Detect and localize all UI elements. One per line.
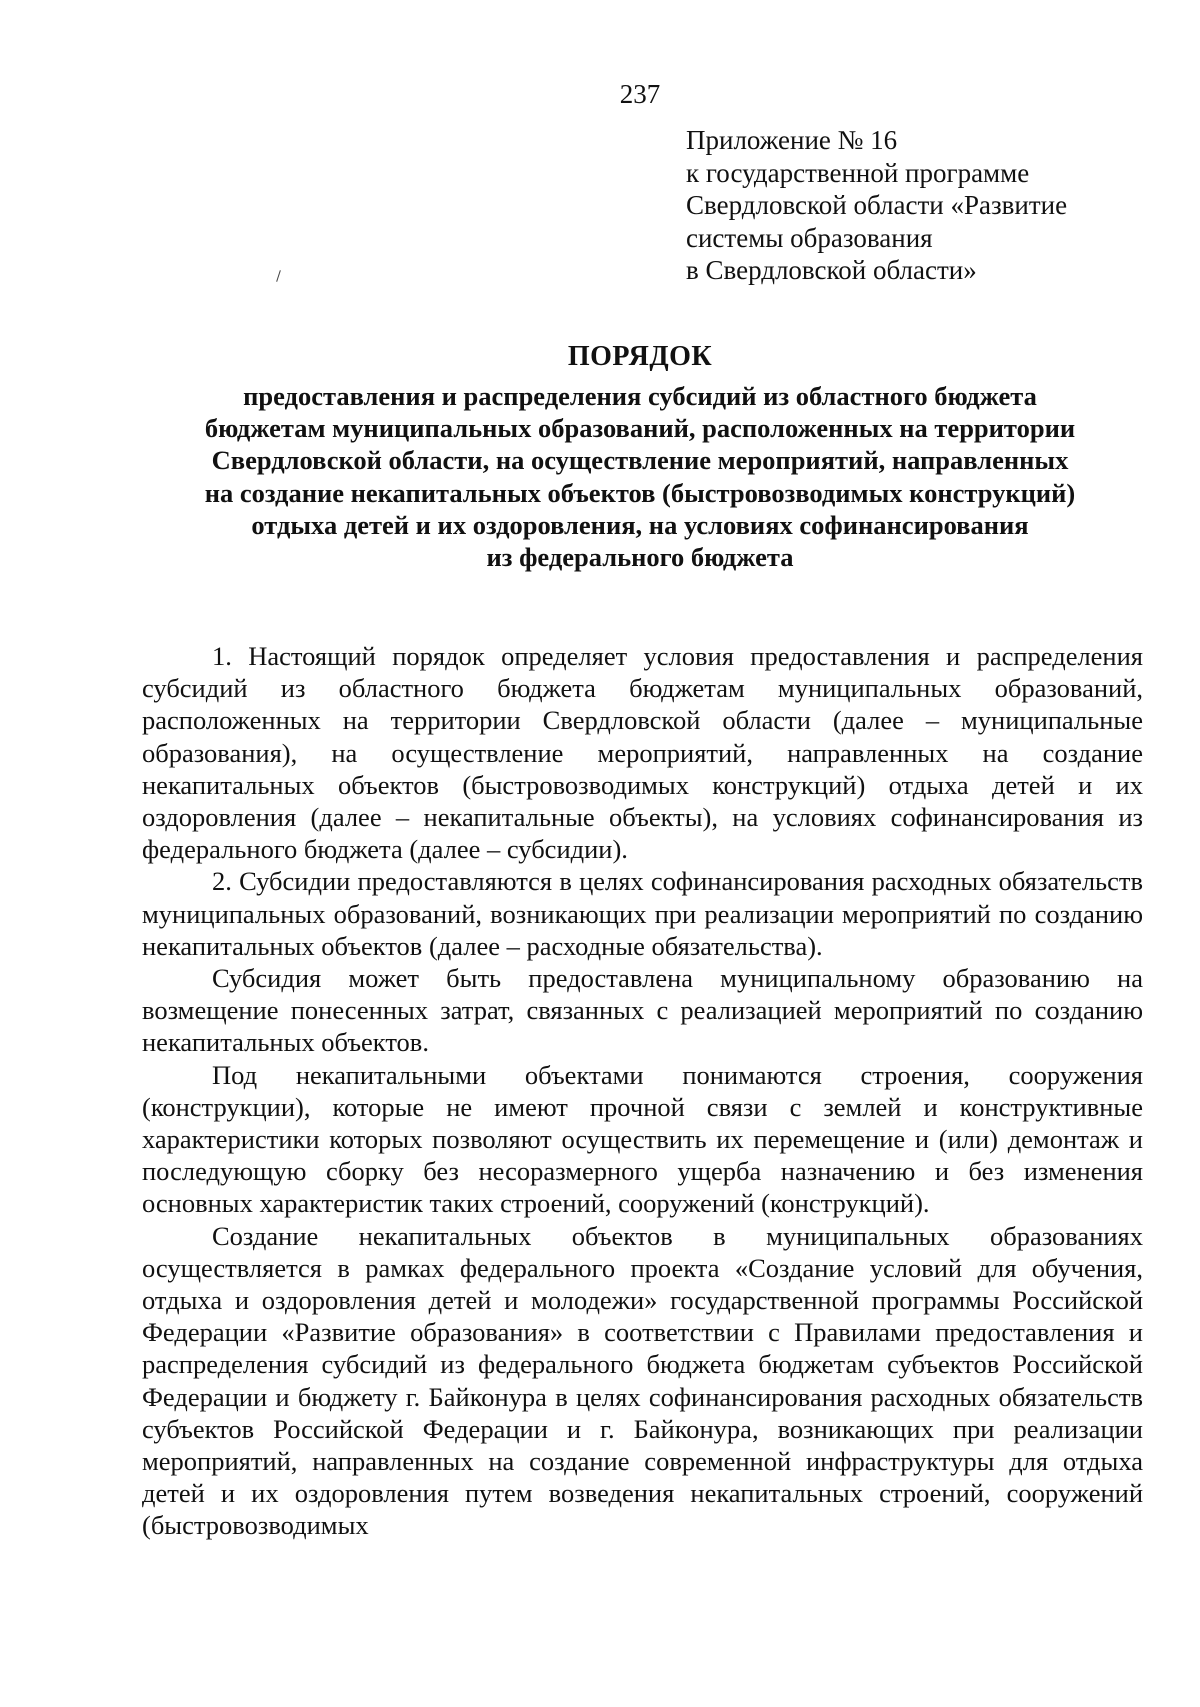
subtitle-line: на создание некапитальных объектов (быстровозводимых конструкций) xyxy=(204,477,1076,508)
subtitle-line: бюджетам муниципальных образований, расположенных на территории xyxy=(204,413,1076,444)
scan-mark xyxy=(276,270,281,282)
appendix-block xyxy=(686,124,1156,287)
paragraph-3: Субсидия может быть предоставлена муниципальному образованию на возмещение понесенных затрат, связанных с реализацией мероприятий по созданию некапитальных объектов. xyxy=(142,963,1143,1058)
document-title: ПОРЯДОК xyxy=(567,341,713,372)
appendix-line: в Свердловской области» xyxy=(686,255,977,285)
subtitle-line: из федерального бюджета xyxy=(486,542,794,573)
appendix-line: системы образования xyxy=(686,222,933,253)
appendix-line: Свердловской области «Развитие xyxy=(686,190,1068,220)
subtitle-line: отдыха детей и их оздоровления, на условиях софинансирования xyxy=(251,509,1029,540)
subtitle-line: предоставления и распределения субсидий из областного бюджета xyxy=(243,381,1037,411)
document-body xyxy=(142,640,1143,1542)
paragraph-2: 2. Субсидии предоставляются в целях софинансирования расходных обязательств муниципальных образований, возникающих при реализации мероприятий по созданию некапитальных объектов (далее – расходные обязательства). xyxy=(142,866,1143,961)
subtitle-line: Свердловской области, на осуществление мероприятий, направленных xyxy=(211,445,1069,476)
appendix-line: Приложение № 16 xyxy=(686,125,898,155)
paragraph-5: Создание некапитальных объектов в муниципальных образованиях осуществляется в рамках федерального проекта «Создание условий для обучения, отдыха и оздоровления детей и молодежи» государственной программы Российской Федерации «Развитие образования» в соответствии с Правилами предоставления и распределения субсидий из федерального бюджета бюджетам субъектов Российской Федерации и бюджету г. Байконура в целях софинансирования расходных обязательств субъектов Российской Федерации и г. Байконура, возникающих при реализации мероприятий, направленных на создание современной инфраструктуры для отдыха детей и их оздоровления путем возведения некапитальных строений, сооружений (быстровозводимых xyxy=(142,1220,1143,1541)
page-number: 237 xyxy=(619,79,661,109)
appendix-line: к государственной программе xyxy=(686,157,1030,188)
document-subtitle xyxy=(140,380,1140,573)
paragraph-4: Под некапитальными объектами понимаются строения, сооружения (конструкции), которые не имеют прочной связи с землей и конструктивные характеристики которых позволяют осуществить их перемещение и (или) демонтаж и последующую сборку без несоразмерного ущерба назначению и без изменения основных характеристик таких строений, сооружений (конструкций). xyxy=(142,1059,1143,1219)
paragraph-1: 1. Настоящий порядок определяет условия предоставления и распределения субсидий из областного бюджета бюджетам муниципальных образований, расположенных на территории Свердловской области (далее – муниципальные образования), на осуществление мероприятий, направленных на создание некапитальных объектов (быстровозводимых конструкций) отдыха детей и их оздоровления (далее – некапитальные объекты), на условиях софинансирования из федерального бюджета (далее – субсидии). xyxy=(142,641,1143,865)
